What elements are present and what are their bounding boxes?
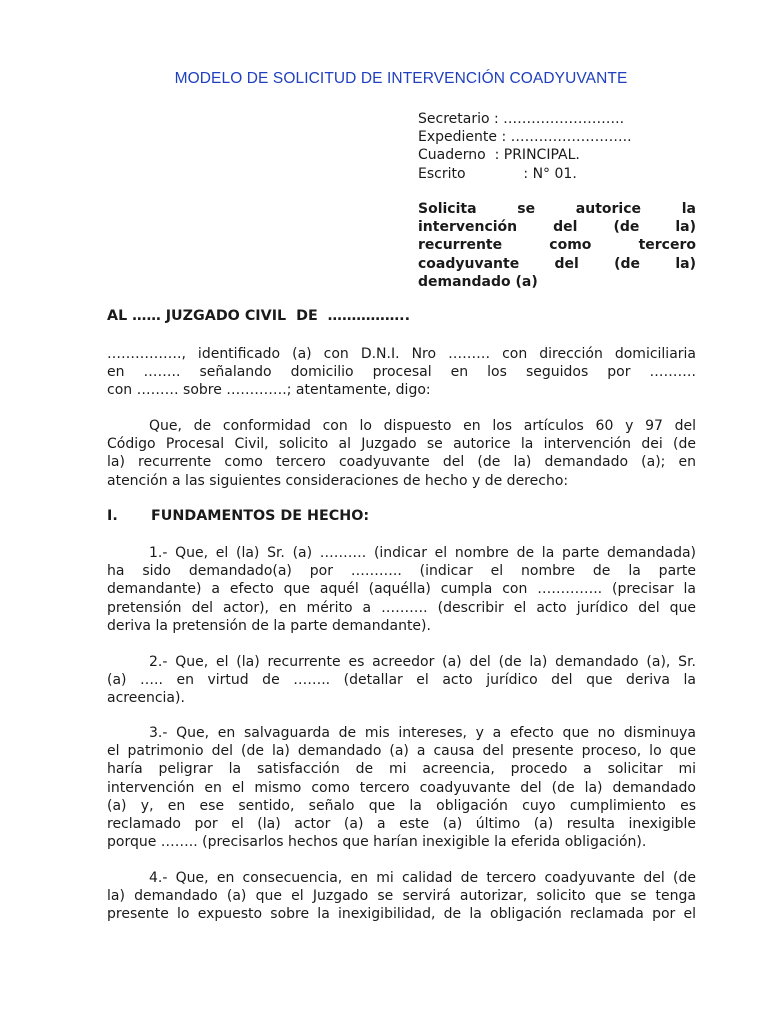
field-escrito (418, 165, 632, 183)
field-separator: : (465, 165, 533, 182)
paragraph-line: deriva la pretensión de la parte demandante). (107, 617, 431, 634)
field-cuaderno (418, 146, 632, 164)
paragraph-line: demandante) a efecto que aquél (aquélla) cumpla con ………….. (precisar la (107, 581, 696, 598)
paragraph-line: el patrimonio del (de la) demandado (a) a causa del presente proceso, lo que (107, 743, 696, 760)
summary-line: recurrente como tercero (418, 237, 696, 254)
section-label: FUNDAMENTOS DE HECHO: (151, 508, 370, 524)
paragraph-line: Que, de conformidad con lo dispuesto en los artículos 60 y 97 del (149, 418, 696, 434)
fact-2-paragraph (107, 653, 696, 708)
paragraph-line: haría peligrar la satisfacción de mi acreencia, procedo a solicitar mi (107, 761, 696, 778)
paragraph-line: (a) ….. en virtud de …….. (detallar el acto jurídico del que deriva la (107, 672, 696, 689)
field-value: N° 01. (532, 165, 577, 182)
paragraph-line: atención a las siguientes consideraciones de hecho y de derecho: (107, 472, 569, 489)
summary-line: intervención del (de la) (418, 219, 696, 236)
paragraph-line: Código Procesal Civil, solicito al Juzgado se autorice la intervención dei (de (107, 436, 696, 453)
summary-line: demandado (a) (418, 273, 538, 290)
field-separator: : (497, 129, 511, 146)
field-expediente (418, 128, 632, 146)
case-header-fields (418, 110, 632, 183)
field-secretario (418, 110, 632, 128)
paragraph-line: (a) y, en ese sentido, señalo que la obligación cuyo cumplimiento es (107, 797, 696, 814)
paragraph-line: 3.- Que, en salvaguarda de mis intereses, y a efecto que no disminuya (149, 725, 696, 741)
field-label: Cuaderno (418, 147, 486, 164)
field-separator: : (489, 111, 504, 127)
fact-4-paragraph (107, 869, 696, 924)
petition-paragraph (107, 417, 696, 490)
paragraph-line: reclamado por el (la) actor (a) a este (a) último (a) resulta inexigible (107, 816, 696, 833)
paragraph-line: presente lo expuesto sobre la inexigibilidad, de la obligación reclamada por el (107, 906, 696, 923)
paragraph-line: acreencia). (107, 690, 185, 707)
paragraph-line: pretensión del actor), en mérito a ………. (describir el acto jurídico del que (107, 599, 696, 616)
paragraph-line: ……………., identificado (a) con D.N.I. Nro ……… con dirección domiciliaria (107, 346, 696, 362)
paragraph-line: con ……… sobre ………….; atentamente, digo: (107, 382, 431, 399)
field-label: Expediente (418, 129, 497, 146)
paragraph-line: 1.- Que, el (la) Sr. (a) ………. (indicar el nombre de la parte demandada) (149, 545, 696, 561)
paragraph-line: la) recurrente como tercero coadyuvante del (de la) demandado (a); en (107, 454, 696, 471)
field-label: Secretario (418, 111, 490, 127)
field-value: …………………….. (503, 111, 625, 127)
paragraph-line: la) demandado (a) que el Juzgado se servirá autorizar, solicito que se tenga (107, 888, 696, 905)
section-number: I. (107, 508, 118, 524)
section-heading (107, 508, 369, 524)
intro-paragraph (107, 345, 696, 400)
paragraph-line: porque …….. (precisarlos hechos que harían inexigible la eferida obligación). (107, 834, 647, 851)
field-separator: : (485, 147, 504, 164)
paragraph-line: en …….. señalando domicilio procesal en los seguidos por ………. (107, 364, 696, 381)
field-value: …………………….. (510, 129, 632, 146)
paragraph-line: 2.- Que, el (la) recurrente es acreedor (a) del (de la) demandado (a), Sr. (149, 654, 696, 670)
fact-3-paragraph (107, 724, 696, 851)
summary-line: coadyuvante del (de la) (418, 255, 696, 272)
fact-1-paragraph (107, 544, 696, 635)
paragraph-line: ha sido demandado(a) por ……….. (indicar el nombre de la parte (107, 563, 696, 580)
field-value: PRINCIPAL. (503, 147, 580, 164)
field-label: Escrito (418, 165, 466, 182)
request-summary (418, 200, 696, 291)
paragraph-line: intervención en el mismo como tercero coadyuvante del (de la) demandado (107, 779, 696, 796)
document-title: MODELO DE SOLICITUD DE INTERVENCIÓN COADYUVANTE (174, 70, 628, 87)
paragraph-line: 4.- Que, en consecuencia, en mi calidad de tercero coadyuvante del (de (149, 870, 696, 886)
summary-line: Solicita se autorice la (418, 201, 696, 217)
court-addressee: AL …… JUZGADO CIVIL DE …………….. (107, 308, 411, 324)
